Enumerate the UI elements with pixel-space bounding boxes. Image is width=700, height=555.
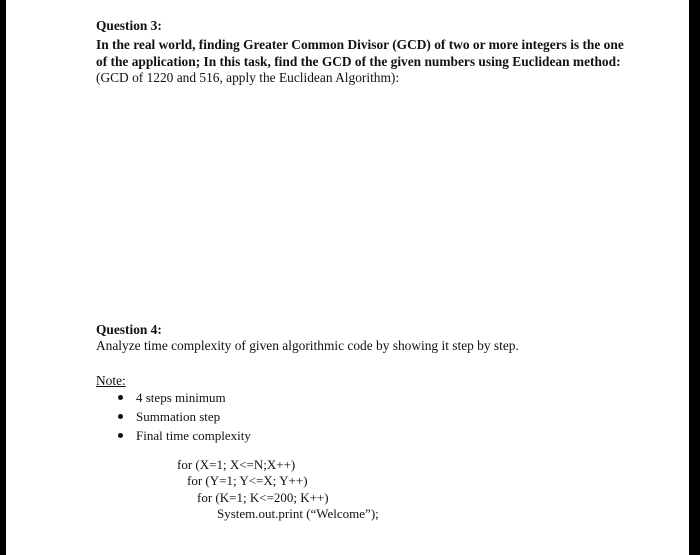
code-line-middle-loop: for (Y=1; Y<=X; Y++) [187, 473, 308, 488]
question-3-body [96, 37, 626, 87]
question-3-bold-text: In the real world, finding Greater Common Divisor (GCD) of two or more integers is the one of the application; In this task, find the GCD of the given numbers using Euclidean method: [96, 37, 624, 69]
question-4-body: Analyze time complexity of given algorithmic code by showing it step by step. [96, 338, 519, 353]
code-line-print-statement: System.out.print (“Welcome”); [217, 506, 379, 521]
bullet-icon [118, 395, 123, 400]
note-item-text: Final time complexity [136, 428, 251, 443]
note-list [114, 388, 251, 445]
question-3-heading: Question 3: [96, 18, 162, 33]
code-line-inner-loop: for (K=1; K<=200; K++) [197, 490, 329, 505]
note-item [114, 388, 251, 407]
bullet-icon [118, 414, 123, 419]
note-item [114, 407, 251, 426]
note-item-text: Summation step [136, 409, 221, 424]
question-4-heading: Question 4: [96, 322, 162, 337]
bullet-icon [118, 433, 123, 438]
note-item-text: 4 steps minimum [136, 390, 226, 405]
note-label: Note: [96, 373, 126, 388]
question-3-normal-text: (GCD of 1220 and 516, apply the Euclidean Algorithm): [96, 70, 400, 85]
document-page [6, 0, 689, 555]
note-item [114, 426, 251, 445]
code-line-outer-loop: for (X=1; X<=N;X++) [177, 457, 296, 472]
